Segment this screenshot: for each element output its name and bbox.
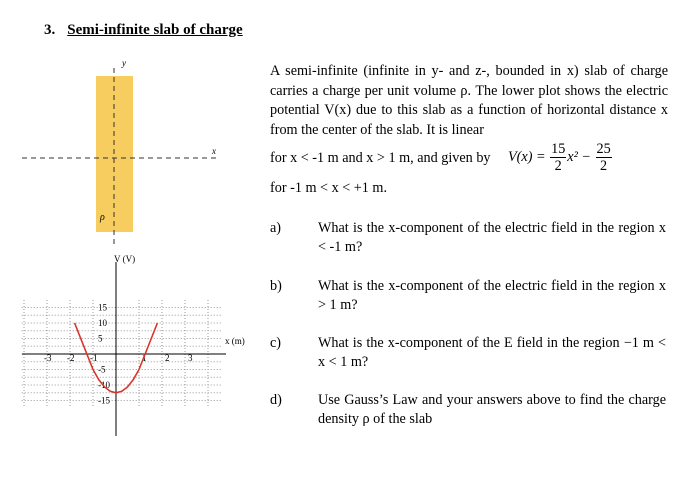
y-tick-label: 15 (98, 302, 107, 313)
x-tick-label: 2 (165, 353, 170, 363)
y-tick-label: -10 (98, 380, 110, 390)
problem-paragraph: A semi-infinite (infinite in y- and z-, bounded in x) slab of charge carries a charge per unit volume ρ. The lower plot shows the electric potential V(x) due to this slab as a function of horizontal distance x from the center of the slab. It is linear (270, 63, 668, 138)
question-d-text: Use Gauss’s Law and your answers above to find the charge density ρ of the slab (318, 392, 666, 427)
x-tick-label: -2 (67, 353, 75, 363)
formula-lhs: V(x) = (508, 148, 546, 165)
x-tick-label: -3 (44, 353, 52, 363)
y-tick-label: 10 (98, 318, 107, 328)
slab-diagram (22, 58, 220, 248)
question-d-label: d) (270, 392, 282, 408)
slab-y-label: y (122, 58, 126, 68)
question-c-label: c) (270, 335, 282, 351)
y-tick-label: 5 (98, 333, 103, 344)
problem-number: 3. (44, 22, 56, 38)
plot-y-label: V (V) (114, 254, 136, 264)
question-b-text: What is the x-component of the electric field in the region x > 1 m? (318, 278, 666, 313)
figure-area (0, 0, 270, 496)
potential-curve-segment (75, 323, 93, 370)
x-tick-label: 3 (188, 353, 193, 363)
y-tick-label: -5 (98, 364, 106, 375)
y-tick-label: -15 (98, 395, 110, 406)
fraction-2 (596, 141, 612, 174)
fraction-1-den: 2 (554, 158, 562, 174)
fraction-2-num: 25 (596, 141, 611, 157)
fraction-2-den: 2 (600, 158, 608, 174)
x-tick-label: 1 (142, 353, 147, 363)
rho-label: ρ (100, 212, 105, 223)
slab-x-label: x (212, 146, 216, 156)
problem-title: Semi-infinite slab of charge (67, 22, 243, 38)
potential-formula (508, 141, 613, 174)
formula-range: for -1 m < x < +1 m. (270, 180, 387, 196)
fraction-1 (550, 141, 566, 174)
linear-condition: for x < -1 m and x > 1 m, and given by (270, 150, 491, 166)
question-c-text: What is the x-component of the E field in the region −1 m < x < 1 m? (318, 335, 666, 370)
x-tick-label: -1 (90, 353, 98, 363)
fraction-1-num: 15 (551, 141, 566, 157)
formula-x-squared: x² − (567, 148, 591, 165)
plot-x-label: x (m) (225, 336, 245, 346)
question-a-text: What is the x-component of the electric field in the region x < -1 m? (318, 220, 666, 255)
question-b-label: b) (270, 278, 282, 294)
question-a-label: a) (270, 220, 282, 236)
potential-plot (22, 254, 245, 436)
